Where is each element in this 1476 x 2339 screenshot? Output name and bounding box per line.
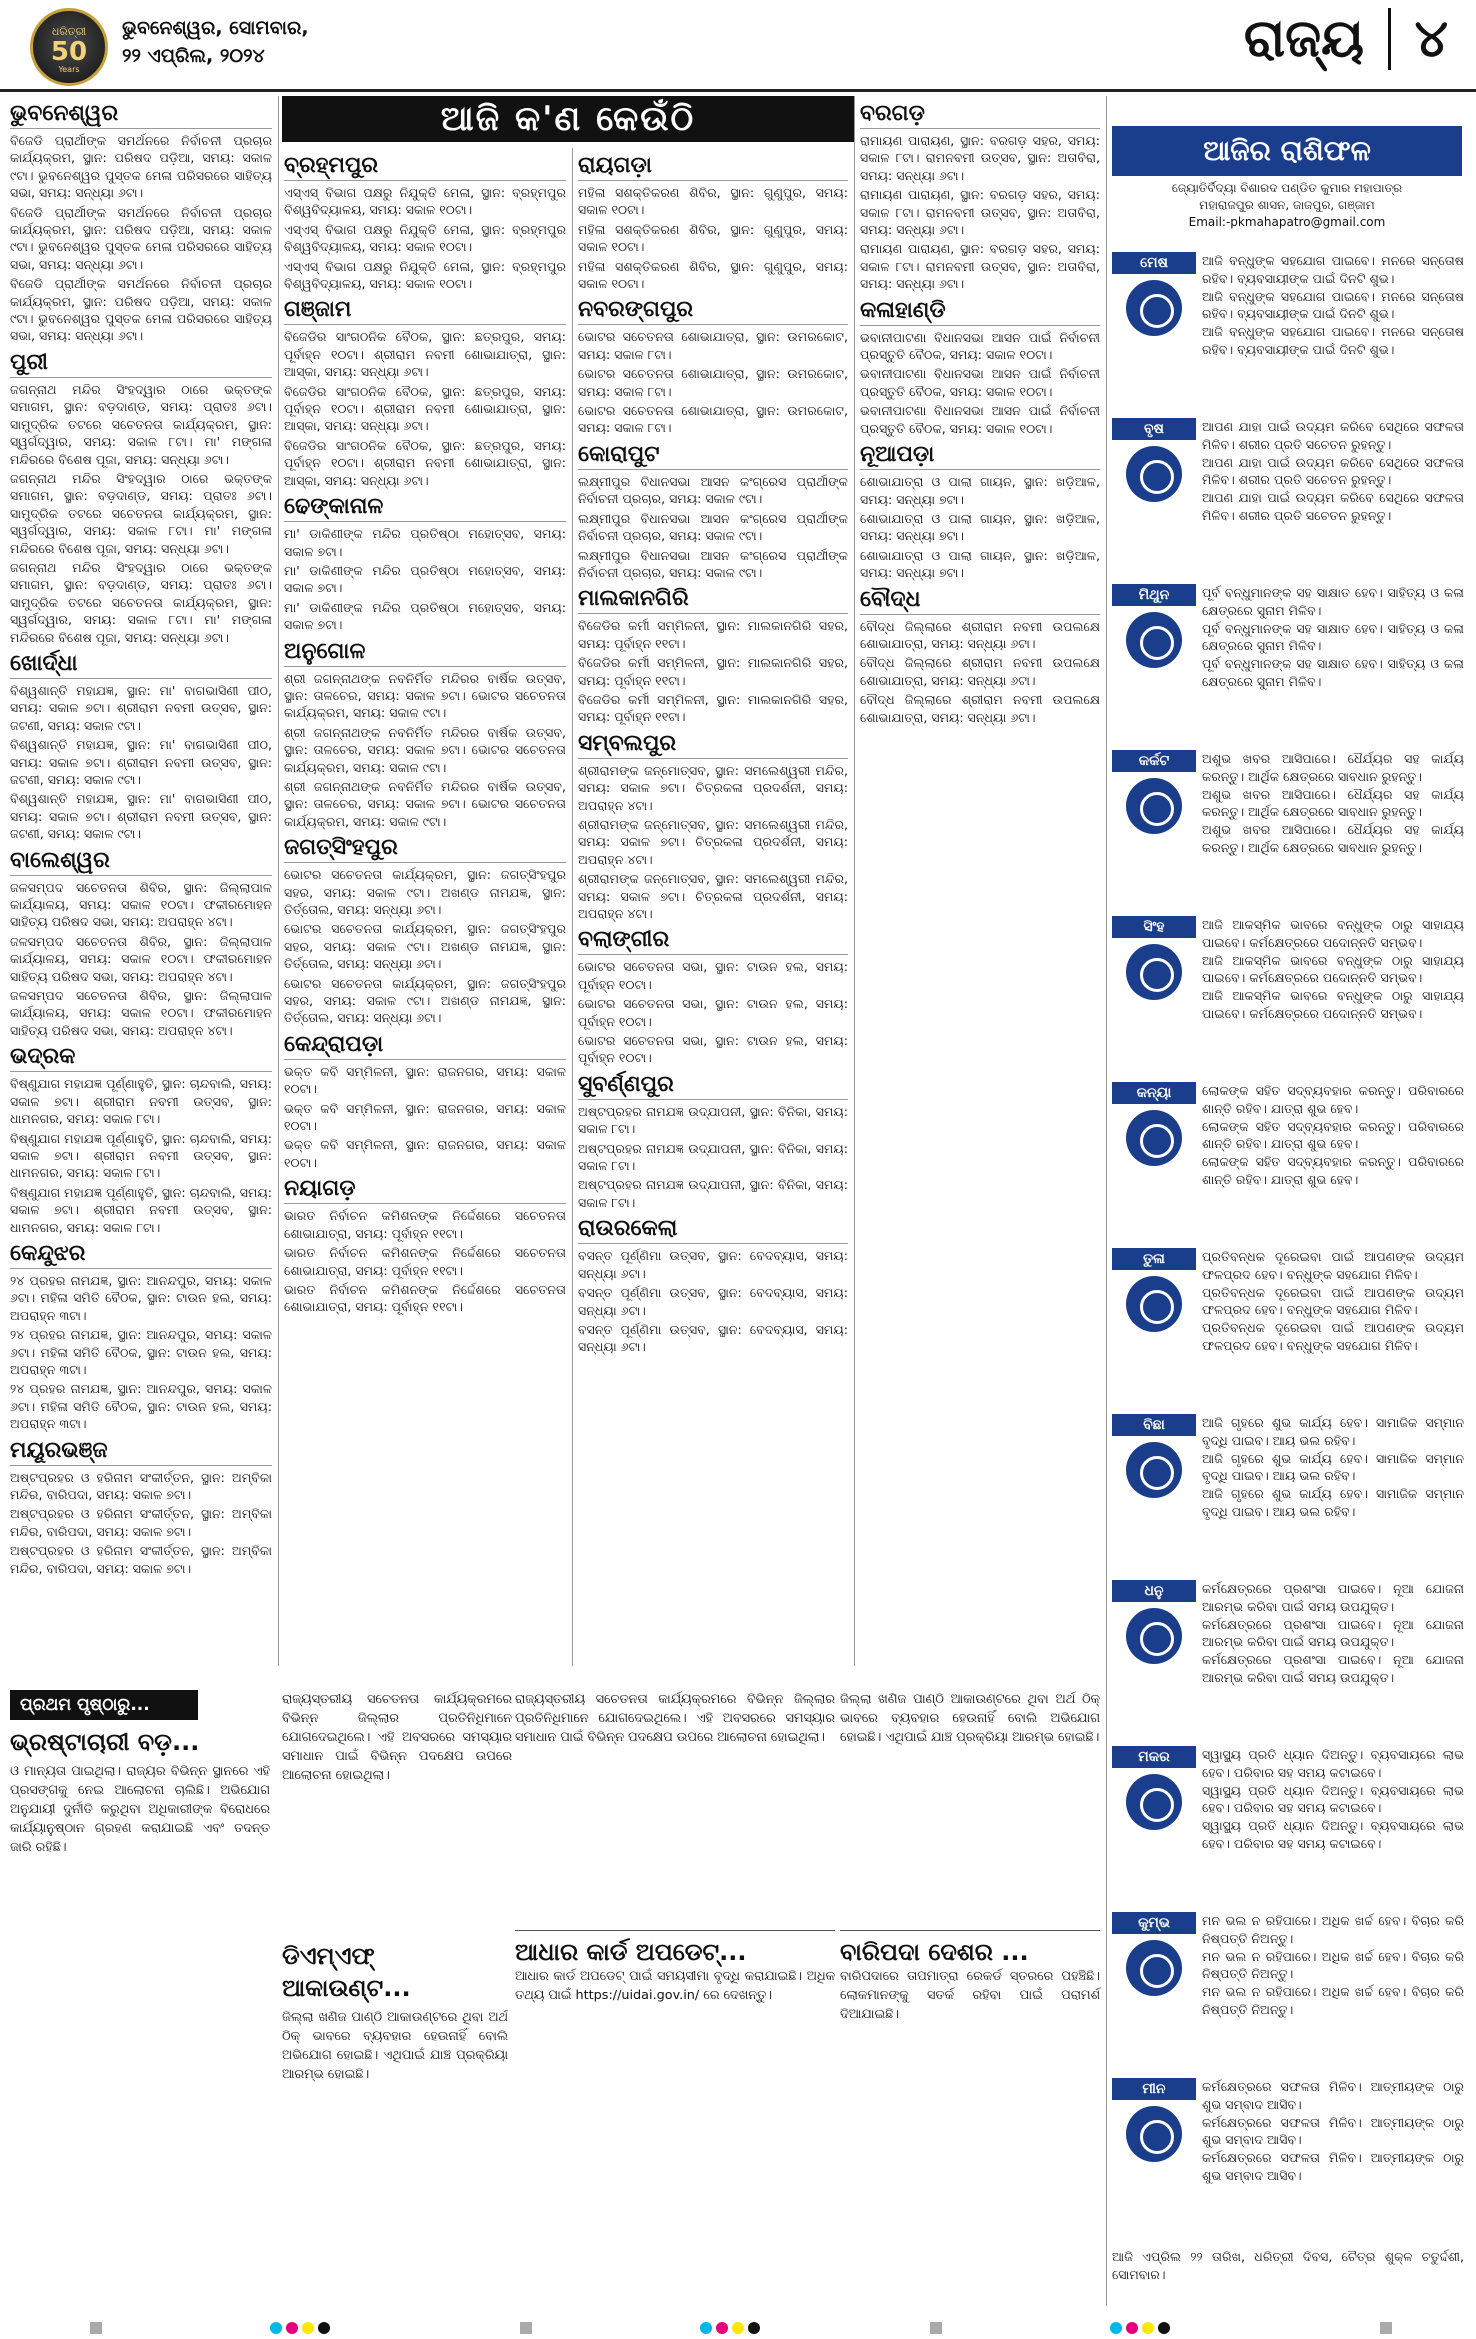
event-listing: ଅଷ୍ଟପ୍ରହର ନାମଯଜ୍ଞ ଉଦ୍‌ଯାପନୀ, ସ୍ଥାନ: ବିନିକା, ସମୟ: ସକାଳ ୮ଟା। <box>578 1103 848 1137</box>
event-listing: ଜଗନ୍ନାଥ ମନ୍ଦିର ସିଂହଦ୍ୱାର ଠାରେ ଭକ୍ତଙ୍କ ସମାଗମ, ସ୍ଥାନ: ବଡ଼ଦାଣ୍ଡ, ସମୟ: ପ୍ରାତଃ ୬ଟା। ସାମୁଦ୍ରିକ ତଟରେ ସଚେତନତା କାର୍ଯ୍ୟକ୍ରମ, ସ୍ଥାନ: ସ୍ୱର୍ଗଦ୍ୱାର, ସମୟ: ସକାଳ ୮ଟା। ମା' ମଙ୍ଗଳା ମନ୍ଦିରରେ ବିଶେଷ ପୂଜା, ସମୟ: ସନ୍ଧ୍ୟା ୬ଟା। <box>10 381 272 467</box>
registration-dot-magenta <box>286 2322 298 2334</box>
district-heading: ଅନୁଗୋଳ <box>284 638 566 667</box>
zodiac-name: କର୍କଟ <box>1112 750 1196 772</box>
registration-square <box>90 2322 102 2334</box>
column-divider <box>1106 96 1107 2306</box>
registration-dot-black <box>318 2322 330 2334</box>
story-continued-3 <box>840 1690 1100 1920</box>
district-heading: ଢେଙ୍କାନାଳ <box>284 493 566 522</box>
zodiac-icon <box>1126 1442 1182 1498</box>
zodiac-icon <box>1126 1940 1182 1996</box>
zodiac-icon <box>1126 1276 1182 1332</box>
event-listing: ଶ୍ରୀ ଜଗନ୍ନାଥଙ୍କ ନବନିର୍ମିତ ମନ୍ଦିରର ବାର୍ଷିକ ଉତ୍ସବ, ସ୍ଥାନ: ତାଳଚେର, ସମୟ: ସକାଳ ୭ଟା। ଭୋଟର ସଚେତନତା କାର୍ଯ୍ୟକ୍ରମ, ସମୟ: ସକାଳ ୯ଟା। <box>284 724 566 775</box>
event-listing: ଶୋଭାଯାତ୍ରା ଓ ପାଲା ଗାୟନ, ସ୍ଥାନ: ଖଡ଼ିଆଳ, ସମୟ: ସନ୍ଧ୍ୟା ୭ଟା। <box>860 474 1100 507</box>
event-listing: ଜଗନ୍ନାଥ ମନ୍ଦିର ସିଂହଦ୍ୱାର ଠାରେ ଭକ୍ତଙ୍କ ସମାଗମ, ସ୍ଥାନ: ବଡ଼ଦାଣ୍ଡ, ସମୟ: ପ୍ରାତଃ ୬ଟା। ସାମୁଦ୍ରିକ ତଟରେ ସଚେତନତା କାର୍ଯ୍ୟକ୍ରମ, ସ୍ଥାନ: ସ୍ୱର୍ଗଦ୍ୱାର, ସମୟ: ସକାଳ ୮ଟା। ମା' ମଙ୍ଗଳା ମନ୍ଦିରରେ ବିଶେଷ ପୂଜା, ସମୟ: ସନ୍ଧ୍ୟା ୬ଟା। <box>10 470 272 556</box>
dateline-date: ୨୨ ଏପ୍ରିଲ, ୨୦୨୪ <box>122 45 265 67</box>
banner-headline: ଆଜି କ'ଣ କେଉଁଠି <box>282 96 854 142</box>
event-listing: ଜଳସମ୍ପଦ ସଚେତନତା ଶିବିର, ସ୍ଥାନ: ଜିଲ୍ଲାପାଳ କାର୍ଯ୍ୟାଳୟ, ସମୟ: ସକାଳ ୧୦ଟା। ଫକୀରମୋହନ ସାହିତ୍ୟ ପରିଷଦ ସଭା, ସମୟ: ଅପରାହ୍ନ ୪ଟା। <box>10 933 272 984</box>
horoscope-text: କର୍ମକ୍ଷେତ୍ରରେ ସଫଳତା ମିଳିବ। ଆତ୍ମୀୟଙ୍କ ଠାରୁ ଶୁଭ ସମ୍ବାଦ ଆସିବ। <box>1202 2079 1464 2112</box>
zodiac-icon <box>1126 1110 1182 1166</box>
astrologer-name: ଜ୍ୟୋତିର୍ବିଦ୍ୟା ବିଶାରଦ ପଣ୍ଡିତ କୁମାର ମହାପାତ୍ର <box>1171 181 1403 195</box>
zodiac-name: କନ୍ୟା <box>1112 1082 1196 1104</box>
event-listing: ବିଶ୍ୱଶାନ୍ତି ମହାଯଜ୍ଞ, ସ୍ଥାନ: ମା' ବାଗଭାସିଣୀ ପୀଠ, ସମୟ: ସକାଳ ୭ଟା। ଶ୍ରୀରାମ ନବମୀ ଉତ୍ସବ, ସ୍ଥାନ: ଜଟଣୀ, ସମୟ: ସକାଳ ୯ଟା। <box>10 737 272 787</box>
event-listing: ଭୋଟର ସଚେତନତା କାର୍ଯ୍ୟକ୍ରମ, ସ୍ଥାନ: ଜଗତ୍‌ସିଂହପୁର ସହର, ସମୟ: ସକାଳ ୯ଟା। ଅଖଣ୍ଡ ନାମଯଜ୍ଞ, ସ୍ଥାନ: ତିର୍ତ୍ତୋଲ, ସମୟ: ସନ୍ଧ୍ୟା ୬ଟା। <box>284 867 566 917</box>
district-heading: ଗଞ୍ଜାମ <box>284 296 566 325</box>
event-listing: ରାମାୟଣ ପାରାୟଣ, ସ୍ଥାନ: ବରଗଡ଼ ସହର, ସମୟ: ସକାଳ ୮ଟା। ରାମନବମୀ ଉତ୍ସବ, ସ୍ଥାନ: ଅତାବିରା, ସମୟ: ସନ୍ଧ୍ୟା ୬ଟା। <box>860 187 1100 238</box>
registration-square <box>1380 2322 1392 2334</box>
event-listing: ଭକ୍ତ କବି ସମ୍ମିଳନୀ, ସ୍ଥାନ: ରାଜନଗର, ସମୟ: ସକାଳ ୧୦ଟା। <box>284 1137 566 1170</box>
column-divider <box>854 96 855 1666</box>
registration-dot-cyan <box>270 2322 282 2334</box>
horoscope-text: ଆଜି ଗୃହରେ ଶୁଭ କାର୍ଯ୍ୟ ହେବ। ସାମାଜିକ ସମ୍ମାନ ବୃଦ୍ଧି ପାଇବ। ଆୟ ଭଲ ରହିବ। <box>1202 1450 1464 1484</box>
district-heading: ମାଲକାନଗିରି <box>578 585 848 614</box>
masthead <box>0 0 1476 92</box>
zodiac-name: ତୁଳା <box>1112 1248 1196 1270</box>
event-listing: ବିଜେଡିର କର୍ମୀ ସମ୍ମିଳନୀ, ସ୍ଥାନ: ମାଲକାନଗିରି ସହର, ସମୟ: ପୂର୍ବାହ୍ନ ୧୧ଟା। <box>578 655 848 688</box>
page-number: ୪ <box>1388 8 1448 70</box>
event-listing: ବୌଦ୍ଧ ଜିଲ୍ଲାରେ ଶ୍ରୀରାମ ନବମୀ ଉପଲକ୍ଷେ ଶୋଭାଯାତ୍ରା, ସମୟ: ସନ୍ଧ୍ୟା ୬ଟା। <box>860 655 1100 688</box>
event-listing: ଭକ୍ତ କବି ସମ୍ମିଳନୀ, ସ୍ଥାନ: ରାଜନଗର, ସମୟ: ସକାଳ ୧୦ଟା। <box>284 1100 566 1134</box>
district-heading: ଖୋର୍ଦ୍ଧା <box>10 650 272 679</box>
event-listing: ବିଶ୍ୱଶାନ୍ତି ମହାଯଜ୍ଞ, ସ୍ଥାନ: ମା' ବାଗଭାସିଣୀ ପୀଠ, ସମୟ: ସକାଳ ୭ଟା। ଶ୍ରୀରାମ ନବମୀ ଉତ୍ସବ, ସ୍ଥାନ: ଜଟଣୀ, ସମୟ: ସକାଳ ୯ଟା। <box>10 791 272 842</box>
story-dmf <box>282 1940 508 2306</box>
horoscope-item <box>1112 418 1464 525</box>
zodiac-name: ବୃଷ <box>1112 418 1196 440</box>
registration-dot-cyan <box>1110 2322 1122 2334</box>
zodiac-name: ମୀନ <box>1112 2078 1196 2100</box>
zodiac-name: ମିଥୁନ <box>1112 584 1196 606</box>
event-listing: ବସନ୍ତ ପୂର୍ଣ୍ଣିମା ଉତ୍ସବ, ସ୍ଥାନ: ବେଦବ୍ୟାସ, ସମୟ: ସନ୍ଧ୍ୟା ୬ଟା। <box>578 1321 848 1355</box>
zodiac-sign <box>1112 1414 1196 1506</box>
horoscope-text: ଲୋକଙ୍କ ସହିତ ସଦ୍‌ବ୍ୟବହାର କରନ୍ତୁ। ପରିବାରରେ ଶାନ୍ତି ରହିବ। ଯାତ୍ରା ଶୁଭ ହେବ। <box>1202 1154 1464 1187</box>
zodiac-sign <box>1112 1746 1196 1838</box>
event-listing: ଭବାନୀପାଟଣା ବିଧାନସଭା ଆସନ ପାଇଁ ନିର୍ବାଚନୀ ପ୍ରସ୍ତୁତି ବୈଠକ, ସମୟ: ସକାଳ ୧୦ଟା। <box>860 366 1100 399</box>
dateline <box>122 14 309 70</box>
logo-caption: Years <box>58 65 80 74</box>
story-body: ରାଜ୍ୟସ୍ତରୀୟ ସଚେତନତା କାର୍ଯ୍ୟକ୍ରମରେ ବିଭିନ୍ନ ଜିଲ୍ଲାର ପ୍ରତିନିଧିମାନେ ଯୋଗଦେଇଥିଲେ। ଏହି ଅବସରରେ ସମସ୍ୟାର ସମାଧାନ ପାଇଁ ବିଭିନ୍ନ ପଦକ୍ଷେପ ଉପରେ ଆଲୋଚନା ହୋଇଥିଲା। <box>515 1692 835 1745</box>
zodiac-icon <box>1126 612 1182 668</box>
zodiac-icon <box>1126 446 1182 502</box>
zodiac-sign <box>1112 418 1196 510</box>
zodiac-name: ମକର <box>1112 1746 1196 1768</box>
district-heading: ଜଗତ୍‌ସିଂହପୁର <box>284 834 566 863</box>
zodiac-sign <box>1112 750 1196 842</box>
story-corruption <box>10 1726 270 2306</box>
horoscope-heading: ଆଜିର ରାଶିଫଳ <box>1112 126 1462 176</box>
district-heading: ବ୍ରହ୍ମପୁର <box>284 152 566 181</box>
district-heading: ମୟୂରଭଞ୍ଜ <box>10 1437 272 1466</box>
district-heading: ନୟାଗଡ଼ <box>284 1175 566 1204</box>
story-body: ବାରିପଦାରେ ତାପମାତ୍ରା ରେକର୍ଡ ସ୍ତରରେ ପହଞ୍ଚିଛି। ଲୋକମାନଙ୍କୁ ସତର୍କ ରହିବା ପାଇଁ ପରାମର୍ଶ ଦିଆଯାଇଛି। <box>840 1969 1100 2022</box>
horoscope-text: ଅଶୁଭ ଖବର ଆସିପାରେ। ଧୈର୍ଯ୍ୟର ସହ କାର୍ଯ୍ୟ କରନ୍ତୁ। ଆର୍ଥିକ କ୍ଷେତ୍ରରେ ସାବଧାନ ରୁହନ୍ତୁ। <box>1202 751 1464 784</box>
event-listing: ମହିଳା ସଶକ୍ତିକରଣ ଶିବିର, ସ୍ଥାନ: ଗୁଣୁପୁର, ସମୟ: ସକାଳ ୧୦ଟା। <box>578 221 848 255</box>
district-heading: ଭୁବନେଶ୍ୱର <box>10 100 272 129</box>
event-listing: ଅଷ୍ଟପ୍ରହର ଓ ହରିନାମ ସଂକୀର୍ତ୍ତନ, ସ୍ଥାନ: ଅମ୍ବିକା ମନ୍ଦିର, ବାରିପଦା, ସମୟ: ସକାଳ ୭ଟା। <box>10 1506 272 1539</box>
horoscope-text: ଆପଣ ଯାହା ପାଇଁ ଉଦ୍ୟମ କରିବେ ସେଥିରେ ସଫଳତା ମିଳିବ। ଶରୀର ପ୍ରତି ସଚେତନ ରୁହନ୍ତୁ। <box>1202 419 1464 452</box>
registration-dot-black <box>1158 2322 1170 2334</box>
horoscope-text: ଆଜି ଗୃହରେ ଶୁଭ କାର୍ଯ୍ୟ ହେବ। ସାମାଜିକ ସମ୍ମାନ ବୃଦ୍ଧି ପାଇବ। ଆୟ ଭଲ ରହିବ। <box>1202 1486 1464 1519</box>
registration-dot-cyan <box>700 2322 712 2334</box>
zodiac-icon <box>1126 944 1182 1000</box>
event-listing: ୨୪ ପ୍ରହର ନାମଯଜ୍ଞ, ସ୍ଥାନ: ଆନନ୍ଦପୁର, ସମୟ: ସକାଳ ୬ଟା। ମହିଳା ସମିତି ବୈଠକ, ସ୍ଥାନ: ଟାଉନ ହଲ, ସମୟ: ଅପରାହ୍ନ ୩ଟା। <box>10 1327 272 1377</box>
district-heading: ନୂଆପଡ଼ା <box>860 441 1100 470</box>
zodiac-sign <box>1112 1082 1196 1174</box>
event-listing: ବିଷ୍ଣୁଯାଗ ମହାଯଜ୍ଞ ପୂର୍ଣ୍ଣାହୁତି, ସ୍ଥାନ: ଚାନ୍ଦବାଲି, ସମୟ: ସକାଳ ୭ଟା। ଶ୍ରୀରାମ ନବମୀ ଉତ୍ସବ, ସ୍ଥାନ: ଧାମନଗର, ସମୟ: ସକାଳ ୮ଟା। <box>10 1130 272 1181</box>
horoscope-item <box>1112 1580 1464 1687</box>
horoscope-text: ଆଜି ଆକସ୍ମିକ ଭାବରେ ବନ୍ଧୁଙ୍କ ଠାରୁ ସାହାଯ୍ୟ ପାଇବେ। କର୍ମକ୍ଷେତ୍ରରେ ପଦୋନ୍ନତି ସମ୍ଭବ। <box>1202 917 1464 950</box>
event-listing: ବିଷ୍ଣୁଯାଗ ମହାଯଜ୍ଞ ପୂର୍ଣ୍ଣାହୁତି, ସ୍ଥାନ: ଚାନ୍ଦବାଲି, ସମୟ: ସକାଳ ୭ଟା। ଶ୍ରୀରାମ ନବମୀ ଉତ୍ସବ, ସ୍ଥାନ: ଧାମନଗର, ସମୟ: ସକାଳ ୮ଟା। <box>10 1076 272 1127</box>
event-listing: ମହିଳା ସଶକ୍ତିକରଣ ଶିବିର, ସ୍ଥାନ: ଗୁଣୁପୁର, ସମୟ: ସକାଳ ୧୦ଟା। <box>578 185 848 218</box>
events-column-2 <box>284 148 566 1666</box>
horoscope-text: ପୂର୍ବ ବନ୍ଧୁମାନଙ୍କ ସହ ସାକ୍ଷାତ ହେବ। ସାହିତ୍ୟ ଓ କଳା କ୍ଷେତ୍ରରେ ସୁନାମ ମିଳିବ। <box>1202 585 1464 618</box>
zodiac-name: କୁମ୍ଭ <box>1112 1912 1196 1934</box>
event-listing: ଭୋଟର ସଚେତନତା ସଭା, ସ୍ଥାନ: ଟାଉନ ହଲ, ସମୟ: ପୂର୍ବାହ୍ନ ୧୦ଟା। <box>578 1033 848 1066</box>
events-column-3 <box>578 148 848 1666</box>
story-headline: ବାରିପଦା ଦେଶର ... <box>840 1938 1029 1966</box>
logo-text: ଧରିତ୍ରୀ <box>51 25 87 38</box>
event-listing: ବସନ୍ତ ପୂର୍ଣ୍ଣିମା ଉତ୍ସବ, ସ୍ଥାନ: ବେଦବ୍ୟାସ, ସମୟ: ସନ୍ଧ୍ୟା ୬ଟା। <box>578 1285 848 1318</box>
event-listing: ଶ୍ରୀରାମଙ୍କ ଜନ୍ମୋତ୍ସବ, ସ୍ଥାନ: ସମଲେଶ୍ୱରୀ ମନ୍ଦିର, ସମୟ: ସକାଳ ୭ଟା। ଚିତ୍ରକଳା ପ୍ରଦର୍ଶନୀ, ସମୟ: ଅପରାହ୍ନ ୪ଟା। <box>578 871 848 921</box>
registration-dot-black <box>748 2322 760 2334</box>
district-heading: ନବରଙ୍ଗପୁର <box>578 296 848 325</box>
event-listing: ଭାରତ ନିର୍ବାଚନ କମିଶନଙ୍କ ନିର୍ଦ୍ଦେଶରେ ସଚେତନତା ଶୋଭାଯାତ୍ରା, ସମୟ: ପୂର୍ବାହ୍ନ ୧୧ଟା। <box>284 1208 566 1241</box>
zodiac-sign <box>1112 2078 1196 2170</box>
horoscope-text: ମନ ଭଲ ନ ରହିପାରେ। ଅଧିକ ଖର୍ଚ୍ଚ ହେବ। ବିଚାର କରି ନିଷ୍ପତ୍ତି ନିଅନ୍ତୁ। <box>1202 1984 1464 2017</box>
zodiac-name: ମେଷ <box>1112 252 1196 274</box>
event-listing: ଶୋଭାଯାତ୍ରା ଓ ପାଲା ଗାୟନ, ସ୍ଥାନ: ଖଡ଼ିଆଳ, ସମୟ: ସନ୍ଧ୍ୟା ୭ଟା। <box>860 510 1100 544</box>
event-listing: ବୌଦ୍ଧ ଜିଲ୍ଲାରେ ଶ୍ରୀରାମ ନବମୀ ଉପଲକ୍ଷେ ଶୋଭାଯାତ୍ରା, ସମୟ: ସନ୍ଧ୍ୟା ୬ଟା। <box>860 618 1100 651</box>
story-headline: ଡିଏମ୍‌ଏଫ୍ ଆକାଉଣ୍ଟ... <box>282 1942 411 2002</box>
horoscope-text: ଆଜି ଆକସ୍ମିକ ଭାବରେ ବନ୍ଧୁଙ୍କ ଠାରୁ ସାହାଯ୍ୟ ପାଇବେ। କର୍ମକ୍ଷେତ୍ରରେ ପଦୋନ୍ନତି ସମ୍ଭବ। <box>1202 988 1464 1021</box>
event-listing: ଶୋଭାଯାତ୍ରା ଓ ପାଲା ଗାୟନ, ସ୍ଥାନ: ଖଡ଼ିଆଳ, ସମୟ: ସନ୍ଧ୍ୟା ୭ଟା। <box>860 547 1100 581</box>
zodiac-name: ସିଂହ <box>1112 916 1196 938</box>
event-listing: ଜଳସମ୍ପଦ ସଚେତନତା ଶିବିର, ସ୍ଥାନ: ଜିଲ୍ଲାପାଳ କାର୍ଯ୍ୟାଳୟ, ସମୟ: ସକାଳ ୧୦ଟା। ଫକୀରମୋହନ ସାହିତ୍ୟ ପରିଷଦ ସଭା, ସମୟ: ଅପରାହ୍ନ ୪ଟା। <box>10 988 272 1038</box>
horoscope-text: କର୍ମକ୍ଷେତ୍ରରେ ପ୍ରଶଂସା ପାଇବେ। ନୂଆ ଯୋଜନା ଆରମ୍ଭ କରିବା ପାଇଁ ସମୟ ଉପଯୁକ୍ତ। <box>1202 1581 1464 1614</box>
dateline-place: ଭୁବନେଶ୍ୱର, ସୋମବାର, <box>122 17 309 39</box>
horoscope-text: ପୂର୍ବ ବନ୍ଧୁମାନଙ୍କ ସହ ସାକ୍ଷାତ ହେବ। ସାହିତ୍ୟ ଓ କଳା କ୍ଷେତ୍ରରେ ସୁନାମ ମିଳିବ। <box>1202 656 1464 689</box>
horoscope-text: ମନ ଭଲ ନ ରହିପାରେ। ଅଧିକ ଖର୍ଚ୍ଚ ହେବ। ବିଚାର କରି ନିଷ୍ପତ୍ତି ନିଅନ୍ତୁ। <box>1202 1913 1464 1946</box>
story-body: ଓ ମାନ୍ୟତା ପାଇଥିଲା। ରାଜ୍ୟର ବିଭିନ୍ନ ସ୍ଥାନରେ ଏହି ପ୍ରସଙ୍ଗକୁ ନେଇ ଆଲୋଚନା ଚାଲିଛି। ଅଭିଯୋଗ ଅନୁଯାୟୀ ଦୁର୍ନୀତି କରୁଥିବା ଅଧିକାରୀଙ୍କ ବିରୋଧରେ କାର୍ଯ୍ୟାନୁଷ୍ଠାନ ଗ୍ରହଣ କରାଯାଇଛି ଏବଂ ତଦନ୍ତ ଜାରି ରହିଛି। <box>10 1764 270 1855</box>
horoscope-text: ଆପଣ ଯାହା ପାଇଁ ଉଦ୍ୟମ କରିବେ ସେଥିରେ ସଫଳତା ମିଳିବ। ଶରୀର ପ୍ରତି ସଚେତନ ରୁହନ୍ତୁ। <box>1202 454 1464 488</box>
event-listing: ଭାରତ ନିର୍ବାଚନ କମିଶନଙ୍କ ନିର୍ଦ୍ଦେଶରେ ସଚେତନତା ଶୋଭାଯାତ୍ରା, ସମୟ: ପୂର୍ବାହ୍ନ ୧୧ଟା। <box>284 1281 566 1315</box>
horoscope-text: ଆଜି ବନ୍ଧୁଙ୍କ ସହଯୋଗ ପାଇବେ। ମନରେ ସନ୍ତୋଷ ରହିବ। ବ୍ୟବସାୟୀଙ୍କ ପାଇଁ ଦିନଟି ଶୁଭ। <box>1202 253 1464 286</box>
zodiac-sign <box>1112 584 1196 676</box>
event-listing: ଅଷ୍ଟପ୍ରହର ନାମଯଜ୍ଞ ଉଦ୍‌ଯାପନୀ, ସ୍ଥାନ: ବିନିକା, ସମୟ: ସକାଳ ୮ଟା। <box>578 1140 848 1174</box>
story-continued-2 <box>515 1690 835 1920</box>
story-body: ରାଜ୍ୟସ୍ତରୀୟ ସଚେତନତା କାର୍ଯ୍ୟକ୍ରମରେ ବିଭିନ୍ନ ଜିଲ୍ଲାର ପ୍ରତିନିଧିମାନେ ଯୋଗଦେଇଥିଲେ। ଏହି ଅବସରରେ ସମସ୍ୟାର ସମାଧାନ ପାଇଁ ବିଭିନ୍ନ ପଦକ୍ଷେପ ଉପରେ ଆଲୋଚନା ହୋଇଥିଲା। <box>282 1692 512 1783</box>
horoscope-text: ଆପଣ ଯାହା ପାଇଁ ଉଦ୍ୟମ କରିବେ ସେଥିରେ ସଫଳତା ମିଳିବ। ଶରୀର ପ୍ରତି ସଚେତନ ରୁହନ୍ତୁ। <box>1202 490 1464 523</box>
horoscope-text: ପ୍ରତିବନ୍ଧକ ଦୂରେଇବା ପାଇଁ ଆପଣଙ୍କ ଉଦ୍ୟମ ଫଳପ୍ରଦ ହେବ। ବନ୍ଧୁଙ୍କ ସହଯୋଗ ମିଳିବ। <box>1202 1284 1464 1318</box>
district-heading: ଭଦ୍ରକ <box>10 1043 272 1072</box>
zodiac-name: ଧନୁ <box>1112 1580 1196 1602</box>
district-heading: ବୌଦ୍ଧ <box>860 586 1100 615</box>
event-listing: ମା' ଡାକିଣୀଙ୍କ ମନ୍ଦିର ପ୍ରତିଷ୍ଠା ମହୋତ୍ସବ, ସମୟ: ସକାଳ ୭ଟା। <box>284 599 566 633</box>
event-listing: ୨୪ ପ୍ରହର ନାମଯଜ୍ଞ, ସ୍ଥାନ: ଆନନ୍ଦପୁର, ସମୟ: ସକାଳ ୬ଟା। ମହିଳା ସମିତି ବୈଠକ, ସ୍ଥାନ: ଟାଉନ ହଲ, ସମୟ: ଅପରାହ୍ନ ୩ଟା। <box>10 1272 272 1323</box>
horoscope-text: କର୍ମକ୍ଷେତ୍ରରେ ପ୍ରଶଂସା ପାଇବେ। ନୂଆ ଯୋଜନା ଆରମ୍ଭ କରିବା ପାଇଁ ସମୟ ଉପଯୁକ୍ତ। <box>1202 1652 1464 1685</box>
event-listing: ବିଜେଡିର ସାଂଗଠନିକ ବୈଠକ, ସ୍ଥାନ: ଛତ୍ରପୁର, ସମୟ: ପୂର୍ବାହ୍ନ ୧୦ଟା। ଶ୍ରୀରାମ ନବମୀ ଶୋଭାଯାତ୍ରା, ସ୍ଥାନ: ଆସ୍କା, ସମୟ: ସନ୍ଧ୍ୟା ୬ଟା। <box>284 437 566 488</box>
horoscope-item <box>1112 1912 1464 2019</box>
event-listing: ବିଜେଡିର ସାଂଗଠନିକ ବୈଠକ, ସ୍ଥାନ: ଛତ୍ରପୁର, ସମୟ: ପୂର୍ବାହ୍ନ ୧୦ଟା। ଶ୍ରୀରାମ ନବମୀ ଶୋଭାଯାତ୍ରା, ସ୍ଥାନ: ଆସ୍କା, ସମୟ: ସନ୍ଧ୍ୟା ୬ଟା। <box>284 383 566 434</box>
district-heading: ବାଲେଶ୍ୱର <box>10 847 272 876</box>
horoscope-text: ଆଜି ବନ୍ଧୁଙ୍କ ସହଯୋଗ ପାଇବେ। ମନରେ ସନ୍ତୋଷ ରହିବ। ବ୍ୟବସାୟୀଙ୍କ ପାଇଁ ଦିନଟି ଶୁଭ। <box>1202 288 1464 322</box>
event-listing: ବିଜେଡି ପ୍ରାର୍ଥୀଙ୍କ ସମର୍ଥନରେ ନିର୍ବାଚନୀ ପ୍ରଚାର କାର୍ଯ୍ୟକ୍ରମ, ସ୍ଥାନ: ପରିଷଦ ପଡ଼ିଆ, ସମୟ: ସକାଳ ୯ଟା। ଭୁବନେଶ୍ୱର ପୁସ୍ତକ ମେଳା ପରିସରରେ ସାହିତ୍ୟ ସଭା, ସମୟ: ସନ୍ଧ୍ୟା ୬ଟା। <box>10 204 272 272</box>
astrologer-email: Email:-pkmahapatro@gmail.com <box>1188 215 1386 229</box>
event-listing: ଭୋଟର ସଚେତନତା ଶୋଭାଯାତ୍ରା, ସ୍ଥାନ: ଉମରକୋଟ, ସମୟ: ସକାଳ ୮ଟା। <box>578 366 848 399</box>
horoscope-text: ପ୍ରତିବନ୍ଧକ ଦୂରେଇବା ପାଇଁ ଆପଣଙ୍କ ଉଦ୍ୟମ ଫଳପ୍ରଦ ହେବ। ବନ୍ଧୁଙ୍କ ସହଯୋଗ ମିଳିବ। <box>1202 1249 1464 1282</box>
zodiac-icon <box>1126 1774 1182 1830</box>
story-headline: ଆଧାର କାର୍ଡ ଅପଡେଟ୍... <box>515 1938 747 1966</box>
zodiac-sign <box>1112 252 1196 344</box>
event-listing: ଭକ୍ତ କବି ସମ୍ମିଳନୀ, ସ୍ଥାନ: ରାଜନଗର, ସମୟ: ସକାଳ ୧୦ଟା। <box>284 1063 566 1097</box>
astrologer-address: ମହାରାଜପୁର ଶାସନ, ଜାଜପୁର, ଗଞ୍ଜାମ <box>1199 198 1375 212</box>
event-listing: ଭୋଟର ସଚେତନତା ଶୋଭାଯାତ୍ରା, ସ୍ଥାନ: ଉମରକୋଟ, ସମୟ: ସକାଳ ୮ଟା। <box>578 403 848 436</box>
column-divider <box>278 96 279 1666</box>
story-aadhaar <box>515 1930 835 2005</box>
event-listing: ଶ୍ରୀରାମଙ୍କ ଜନ୍ମୋତ୍ସବ, ସ୍ଥାନ: ସମଲେଶ୍ୱରୀ ମନ୍ଦିର, ସମୟ: ସକାଳ ୭ଟା। ଚିତ୍ରକଳା ପ୍ରଦର୍ଶନୀ, ସମୟ: ଅପରାହ୍ନ ୪ଟା। <box>578 816 848 867</box>
event-listing: ବିଷ୍ଣୁଯାଗ ମହାଯଜ୍ଞ ପୂର୍ଣ୍ଣାହୁତି, ସ୍ଥାନ: ଚାନ୍ଦବାଲି, ସମୟ: ସକାଳ ୭ଟା। ଶ୍ରୀରାମ ନବମୀ ଉତ୍ସବ, ସ୍ଥାନ: ଧାମନଗର, ସମୟ: ସକାଳ ୮ଟା। <box>10 1184 272 1235</box>
zodiac-icon <box>1126 280 1182 336</box>
events-column-1 <box>10 96 272 1666</box>
horoscope-text: କର୍ମକ୍ଷେତ୍ରରେ ସଫଳତା ମିଳିବ। ଆତ୍ମୀୟଙ୍କ ଠାରୁ ଶୁଭ ସମ୍ବାଦ ଆସିବ। <box>1202 2150 1464 2183</box>
event-listing: ଭୋଟର ସଚେତନତା କାର୍ଯ୍ୟକ୍ରମ, ସ୍ଥାନ: ଜଗତ୍‌ସିଂହପୁର ସହର, ସମୟ: ସକାଳ ୯ଟା। ଅଖଣ୍ଡ ନାମଯଜ୍ଞ, ସ୍ଥାନ: ତିର୍ତ୍ତୋଲ, ସମୟ: ସନ୍ଧ୍ୟା ୬ଟା। <box>284 921 566 972</box>
event-listing: ବିଜେଡିର କର୍ମୀ ସମ୍ମିଳନୀ, ସ୍ଥାନ: ମାଲକାନଗିରି ସହର, ସମୟ: ପୂର୍ବାହ୍ନ ୧୧ଟା। <box>578 618 848 651</box>
horoscope-text: ଅଶୁଭ ଖବର ଆସିପାରେ। ଧୈର୍ଯ୍ୟର ସହ କାର୍ଯ୍ୟ କରନ୍ତୁ। ଆର୍ଥିକ କ୍ଷେତ୍ରରେ ସାବଧାନ ରୁହନ୍ତୁ। <box>1202 786 1464 820</box>
horoscope-text: ପ୍ରତିବନ୍ଧକ ଦୂରେଇବା ପାଇଁ ଆପଣଙ୍କ ଉଦ୍ୟମ ଫଳପ୍ରଦ ହେବ। ବନ୍ଧୁଙ୍କ ସହଯୋଗ ମିଳିବ। <box>1202 1320 1464 1353</box>
event-listing: ଲକ୍ଷ୍ମୀପୁର ବିଧାନସଭା ଆସନ କଂଗ୍ରେସ ପ୍ରାର୍ଥୀଙ୍କ ନିର୍ବାଚନୀ ପ୍ରଚାର, ସମୟ: ସକାଳ ୯ଟା। <box>578 510 848 544</box>
event-listing: ବିଜେଡିର କର୍ମୀ ସମ୍ମିଳନୀ, ସ୍ଥାନ: ମାଲକାନଗିରି ସହର, ସମୟ: ପୂର୍ବାହ୍ନ ୧୧ଟା। <box>578 691 848 725</box>
column-divider <box>572 148 573 1666</box>
horoscope-item <box>1112 252 1464 359</box>
registration-square <box>520 2322 532 2334</box>
zodiac-sign <box>1112 1580 1196 1672</box>
horoscope-text: ସ୍ୱାସ୍ଥ୍ୟ ପ୍ରତି ଧ୍ୟାନ ଦିଅନ୍ତୁ। ବ୍ୟବସାୟରେ ଲାଭ ହେବ। ପରିବାର ସହ ସମୟ କଟାଇବେ। <box>1202 1818 1464 1851</box>
event-listing: ଲକ୍ଷ୍ମୀପୁର ବିଧାନସଭା ଆସନ କଂଗ୍ରେସ ପ୍ରାର୍ଥୀଙ୍କ ନିର୍ବାଚନୀ ପ୍ରଚାର, ସମୟ: ସକାଳ ୯ଟା। <box>578 547 848 580</box>
event-listing: ବସନ୍ତ ପୂର୍ଣ୍ଣିମା ଉତ୍ସବ, ସ୍ଥାନ: ବେଦବ୍ୟାସ, ସମୟ: ସନ୍ଧ୍ୟା ୬ଟା। <box>578 1248 848 1281</box>
event-listing: ଏସ୍‌ଏସ୍ ବିଭାଗ ପକ୍ଷରୁ ନିଯୁକ୍ତି ମେଳା, ସ୍ଥାନ: ବ୍ରହ୍ମପୁର ବିଶ୍ୱବିଦ୍ୟାଳୟ, ସମୟ: ସକାଳ ୧୦ଟା। <box>284 258 566 292</box>
registration-dot-magenta <box>716 2322 728 2334</box>
district-heading: ସୁବର୍ଣ୍ଣପୁର <box>578 1071 848 1100</box>
event-listing: ୨୪ ପ୍ରହର ନାମଯଜ୍ଞ, ସ୍ଥାନ: ଆନନ୍ଦପୁର, ସମୟ: ସକାଳ ୬ଟା। ମହିଳା ସମିତି ବୈଠକ, ସ୍ଥାନ: ଟାଉନ ହଲ, ସମୟ: ଅପରାହ୍ନ ୩ଟା। <box>10 1381 272 1432</box>
event-listing: ଭୋଟର ସଚେତନତା ସଭା, ସ୍ଥାନ: ଟାଉନ ହଲ, ସମୟ: ପୂର୍ବାହ୍ନ ୧୦ଟା। <box>578 959 848 992</box>
event-listing: ଭାରତ ନିର୍ବାଚନ କମିଶନଙ୍କ ନିର୍ଦ୍ଦେଶରେ ସଚେତନତା ଶୋଭାଯାତ୍ରା, ସମୟ: ପୂର୍ବାହ୍ନ ୧୧ଟା। <box>284 1245 566 1278</box>
event-listing: ଭୋଟର ସଚେତନତା ଶୋଭାଯାତ୍ରା, ସ୍ଥାନ: ଉମରକୋଟ, ସମୟ: ସକାଳ ୮ଟା। <box>578 329 848 362</box>
story-baripada <box>840 1930 1100 2024</box>
horoscope-byline <box>1112 180 1462 231</box>
horoscope-text: ଅଶୁଭ ଖବର ଆସିପାରେ। ଧୈର୍ଯ୍ୟର ସହ କାର୍ଯ୍ୟ କରନ୍ତୁ। ଆର୍ଥିକ କ୍ଷେତ୍ରରେ ସାବଧାନ ରୁହନ୍ତୁ। <box>1202 822 1464 855</box>
zodiac-icon <box>1126 778 1182 834</box>
event-listing: ଜଗନ୍ନାଥ ମନ୍ଦିର ସିଂହଦ୍ୱାର ଠାରେ ଭକ୍ତଙ୍କ ସମାଗମ, ସ୍ଥାନ: ବଡ଼ଦାଣ୍ଡ, ସମୟ: ପ୍ରାତଃ ୬ଟା। ସାମୁଦ୍ରିକ ତଟରେ ସଚେତନତା କାର୍ଯ୍ୟକ୍ରମ, ସ୍ଥାନ: ସ୍ୱର୍ଗଦ୍ୱାର, ସମୟ: ସକାଳ ୮ଟା। ମା' ମଙ୍ଗଳା ମନ୍ଦିରରେ ବିଶେଷ ପୂଜା, ସମୟ: ସନ୍ଧ୍ୟା ୬ଟା। <box>10 559 272 645</box>
horoscope-text: ସ୍ୱାସ୍ଥ୍ୟ ପ୍ରତି ଧ୍ୟାନ ଦିଅନ୍ତୁ। ବ୍ୟବସାୟରେ ଲାଭ ହେବ। ପରିବାର ସହ ସମୟ କଟାଇବେ। <box>1202 1782 1464 1816</box>
event-listing: ଏସ୍‌ଏସ୍ ବିଭାଗ ପକ୍ଷରୁ ନିଯୁକ୍ତି ମେଳା, ସ୍ଥାନ: ବ୍ରହ୍ମପୁର ବିଶ୍ୱବିଦ୍ୟାଳୟ, ସମୟ: ସକାଳ ୧୦ଟା। <box>284 185 566 218</box>
registration-dot-yellow <box>302 2322 314 2334</box>
section-title: ରାଜ୍ୟ <box>1243 8 1364 69</box>
district-heading: ସମ୍ବଲପୁର <box>578 730 848 759</box>
event-listing: ଅଷ୍ଟପ୍ରହର ନାମଯଜ୍ଞ ଉଦ୍‌ଯାପନୀ, ସ୍ଥାନ: ବିନିକା, ସମୟ: ସକାଳ ୮ଟା। <box>578 1177 848 1210</box>
print-registration-bar <box>0 2318 1476 2339</box>
district-heading: ବଲାଙ୍ଗୀର <box>578 926 848 955</box>
horoscope-item <box>1112 1746 1464 1853</box>
event-listing: ମା' ଡାକିଣୀଙ୍କ ମନ୍ଦିର ପ୍ରତିଷ୍ଠା ମହୋତ୍ସବ, ସମୟ: ସକାଳ ୭ଟା। <box>284 562 566 596</box>
story-body: ଜିଲ୍ଲା ଖଣିଜ ପାଣ୍ଠି ଆକାଉଣ୍ଟରେ ଥିବା ଅର୍ଥ ଠିକ୍ ଭାବରେ ବ୍ୟବହାର ହେଉନାହିଁ ବୋଲି ଅଭିଯୋଗ ହୋଇଛି। ଏଥିପାଇଁ ଯାଞ୍ଚ ପ୍ରକ୍ରିୟା ଆରମ୍ଭ ହୋଇଛି। <box>282 2010 508 2082</box>
almanac <box>1112 2248 1464 2284</box>
horoscope-item <box>1112 1414 1464 1521</box>
horoscope-text: ଲୋକଙ୍କ ସହିତ ସଦ୍‌ବ୍ୟବହାର କରନ୍ତୁ। ପରିବାରରେ ଶାନ୍ତି ରହିବ। ଯାତ୍ରା ଶୁଭ ହେବ। <box>1202 1118 1464 1152</box>
horoscope-text: ଆଜି ଆକସ୍ମିକ ଭାବରେ ବନ୍ଧୁଙ୍କ ଠାରୁ ସାହାଯ୍ୟ ପାଇବେ। କର୍ମକ୍ଷେତ୍ରରେ ପଦୋନ୍ନତି ସମ୍ଭବ। <box>1202 952 1464 986</box>
event-listing: ଭୋଟର ସଚେତନତା ସଭା, ସ୍ଥାନ: ଟାଉନ ହଲ, ସମୟ: ପୂର୍ବାହ୍ନ ୧୦ଟା। <box>578 996 848 1029</box>
horoscope-text: ମନ ଭଲ ନ ରହିପାରେ। ଅଧିକ ଖର୍ଚ୍ଚ ହେବ। ବିଚାର କରି ନିଷ୍ପତ୍ତି ନିଅନ୍ତୁ। <box>1202 1948 1464 1982</box>
event-listing: ରାମାୟଣ ପାରାୟଣ, ସ୍ଥାନ: ବରଗଡ଼ ସହର, ସମୟ: ସକାଳ ୮ଟା। ରାମନବମୀ ଉତ୍ସବ, ସ୍ଥାନ: ଅତାବିରା, ସମୟ: ସନ୍ଧ୍ୟା ୬ଟା। <box>860 133 1100 183</box>
event-listing: ବୌଦ୍ଧ ଜିଲ୍ଲାରେ ଶ୍ରୀରାମ ନବମୀ ଉପଲକ୍ଷେ ଶୋଭାଯାତ୍ରା, ସମୟ: ସନ୍ଧ୍ୟା ୬ଟା। <box>860 692 1100 725</box>
horoscope-text: ଲୋକଙ୍କ ସହିତ ସଦ୍‌ବ୍ୟବହାର କରନ୍ତୁ। ପରିବାରରେ ଶାନ୍ତି ରହିବ। ଯାତ୍ରା ଶୁଭ ହେବ। <box>1202 1083 1464 1116</box>
horoscope-item <box>1112 916 1464 1023</box>
horoscope-item <box>1112 2078 1464 2185</box>
horoscope-text: କର୍ମକ୍ଷେତ୍ରରେ ସଫଳତା ମିଳିବ। ଆତ୍ମୀୟଙ୍କ ଠାରୁ ଶୁଭ ସମ୍ବାଦ ଆସିବ। <box>1202 2114 1464 2148</box>
district-heading: କେନ୍ଦୁଝର <box>10 1240 272 1269</box>
event-listing: ଶ୍ରୀ ଜଗନ୍ନାଥଙ୍କ ନବନିର୍ମିତ ମନ୍ଦିରର ବାର୍ଷିକ ଉତ୍ସବ, ସ୍ଥାନ: ତାଳଚେର, ସମୟ: ସକାଳ ୭ଟା। ଭୋଟର ସଚେତନତା କାର୍ଯ୍ୟକ୍ରମ, ସମୟ: ସକାଳ ୯ଟା। <box>284 778 566 829</box>
zodiac-icon <box>1126 2106 1182 2162</box>
event-listing: ମହିଳା ସଶକ୍ତିକରଣ ଶିବିର, ସ୍ଥାନ: ଗୁଣୁପୁର, ସମୟ: ସକାଳ ୧୦ଟା। <box>578 258 848 292</box>
event-listing: ଭୋଟର ସଚେତନତା କାର୍ଯ୍ୟକ୍ରମ, ସ୍ଥାନ: ଜଗତ୍‌ସିଂହପୁର ସହର, ସମୟ: ସକାଳ ୯ଟା। ଅଖଣ୍ଡ ନାମଯଜ୍ଞ, ସ୍ଥାନ: ତିର୍ତ୍ତୋଲ, ସମୟ: ସନ୍ଧ୍ୟା ୬ଟା। <box>284 975 566 1026</box>
event-listing: ଭବାନୀପାଟଣା ବିଧାନସଭା ଆସନ ପାଇଁ ନିର୍ବାଚନୀ ପ୍ରସ୍ତୁତି ବୈଠକ, ସମୟ: ସକାଳ ୧୦ଟା। <box>860 403 1100 436</box>
horoscope-item <box>1112 1248 1464 1355</box>
zodiac-sign <box>1112 916 1196 1008</box>
event-listing: ଭବାନୀପାଟଣା ବିଧାନସଭା ଆସନ ପାଇଁ ନିର୍ବାଚନୀ ପ୍ରସ୍ତୁତି ବୈଠକ, ସମୟ: ସକାଳ ୧୦ଟା। <box>860 329 1100 363</box>
newspaper-logo <box>30 8 108 86</box>
story-body: ଆଧାର କାର୍ଡ ଅପଡେଟ୍ ପାଇଁ ସମୟସୀମା ବୃଦ୍ଧି କରାଯାଇଛି। ଅଧିକ ତଥ୍ୟ ପାଇଁ https://uidai.gov.in/ ରେ ଦେଖନ୍ତୁ। <box>515 1969 835 2003</box>
registration-dot-yellow <box>1142 2322 1154 2334</box>
event-listing: ଲକ୍ଷ୍ମୀପୁର ବିଧାନସଭା ଆସନ କଂଗ୍ରେସ ପ୍ରାର୍ଥୀଙ୍କ ନିର୍ବାଚନୀ ପ୍ରଚାର, ସମୟ: ସକାଳ ୯ଟା। <box>578 473 848 507</box>
zodiac-sign <box>1112 1912 1196 2004</box>
horoscope-text: କର୍ମକ୍ଷେତ୍ରରେ ପ୍ରଶଂସା ପାଇବେ। ନୂଆ ଯୋଜନା ଆରମ୍ଭ କରିବା ପାଇଁ ସମୟ ଉପଯୁକ୍ତ। <box>1202 1616 1464 1650</box>
event-listing: ଶ୍ରୀ ଜଗନ୍ନାଥଙ୍କ ନବନିର୍ମିତ ମନ୍ଦିରର ବାର୍ଷିକ ଉତ୍ସବ, ସ୍ଥାନ: ତାଳଚେର, ସମୟ: ସକାଳ ୭ଟା। ଭୋଟର ସଚେତନତା କାର୍ଯ୍ୟକ୍ରମ, ସମୟ: ସକାଳ ୯ଟା। <box>284 670 566 721</box>
district-heading: ରାୟଗଡ଼ା <box>578 152 848 181</box>
registration-square <box>930 2322 942 2334</box>
story-headline: ଭ୍ରଷ୍ଟାଚାରୀ ବଡ଼... <box>10 1728 200 1756</box>
horoscope-text: ପୂର୍ବ ବନ୍ଧୁମାନଙ୍କ ସହ ସାକ୍ଷାତ ହେବ। ସାହିତ୍ୟ ଓ କଳା କ୍ଷେତ୍ରରେ ସୁନାମ ମିଳିବ। <box>1202 620 1464 654</box>
logo-number: 50 <box>50 37 88 67</box>
horoscope-item <box>1112 584 1464 691</box>
event-listing: ଅଷ୍ଟପ୍ରହର ଓ ହରିନାମ ସଂକୀର୍ତ୍ତନ, ସ୍ଥାନ: ଅମ୍ବିକା ମନ୍ଦିର, ବାରିପଦା, ସମୟ: ସକାଳ ୭ଟା। <box>10 1543 272 1576</box>
events-column-4 <box>860 96 1100 1666</box>
district-heading: କଳାହାଣ୍ଡି <box>860 297 1100 326</box>
registration-dot-yellow <box>732 2322 744 2334</box>
district-heading: ରାଉରକେଲା <box>578 1215 848 1244</box>
horoscope-text: ଆଜି ବନ୍ଧୁଙ୍କ ସହଯୋଗ ପାଇବେ। ମନରେ ସନ୍ତୋଷ ରହିବ। ବ୍ୟବସାୟୀଙ୍କ ପାଇଁ ଦିନଟି ଶୁଭ। <box>1202 324 1464 357</box>
event-listing: ବିଜେଡି ପ୍ରାର୍ଥୀଙ୍କ ସମର୍ଥନରେ ନିର୍ବାଚନୀ ପ୍ରଚାର କାର୍ଯ୍ୟକ୍ରମ, ସ୍ଥାନ: ପରିଷଦ ପଡ଼ିଆ, ସମୟ: ସକାଳ ୯ଟା। ଭୁବନେଶ୍ୱର ପୁସ୍ତକ ମେଳା ପରିସରରେ ସାହିତ୍ୟ ସଭା, ସମୟ: ସନ୍ଧ୍ୟା ୬ଟା। <box>10 276 272 344</box>
district-heading: ପୁରୀ <box>10 349 272 378</box>
event-listing: ବିଜେଡି ପ୍ରାର୍ଥୀଙ୍କ ସମର୍ଥନରେ ନିର୍ବାଚନୀ ପ୍ରଚାର କାର୍ଯ୍ୟକ୍ରମ, ସ୍ଥାନ: ପରିଷଦ ପଡ଼ିଆ, ସମୟ: ସକାଳ ୯ଟା। ଭୁବନେଶ୍ୱର ପୁସ୍ତକ ମେଳା ପରିସରରେ ସାହିତ୍ୟ ସଭା, ସମୟ: ସନ୍ଧ୍ୟା ୬ଟା। <box>10 133 272 201</box>
event-listing: ଏସ୍‌ଏସ୍ ବିଭାଗ ପକ୍ଷରୁ ନିଯୁକ୍ତି ମେଳା, ସ୍ଥାନ: ବ୍ରହ୍ମପୁର ବିଶ୍ୱବିଦ୍ୟାଳୟ, ସମୟ: ସକାଳ ୧୦ଟା। <box>284 221 566 255</box>
story-body: ଜିଲ୍ଲା ଖଣିଜ ପାଣ୍ଠି ଆକାଉଣ୍ଟରେ ଥିବା ଅର୍ଥ ଠିକ୍ ଭାବରେ ବ୍ୟବହାର ହେଉନାହିଁ ବୋଲି ଅଭିଯୋଗ ହୋଇଛି। ଏଥିପାଇଁ ଯାଞ୍ଚ ପ୍ରକ୍ରିୟା ଆରମ୍ଭ ହୋଇଛି। <box>840 1692 1100 1745</box>
event-listing: ଜଳସମ୍ପଦ ସଚେତନତା ଶିବିର, ସ୍ଥାନ: ଜିଲ୍ଲାପାଳ କାର୍ଯ୍ୟାଳୟ, ସମୟ: ସକାଳ ୧୦ଟା। ଫକୀରମୋହନ ସାହିତ୍ୟ ପରିଷଦ ସଭା, ସମୟ: ଅପରାହ୍ନ ୪ଟା। <box>10 879 272 930</box>
event-listing: ମା' ଡାକିଣୀଙ୍କ ମନ୍ଦିର ପ୍ରତିଷ୍ଠା ମହୋତ୍ସବ, ସମୟ: ସକାଳ ୭ଟା। <box>284 526 566 559</box>
almanac-text: ଆଜି ଏପ୍ରିଲ ୨୨ ତାରିଖ, ଧରିତ୍ରୀ ଦିବସ, ଚୈତ୍ର ଶୁକ୍ଳ ଚତୁର୍ଦ୍ଦଶୀ, ସୋମବାର। <box>1112 2249 1464 2282</box>
event-listing: ବିଜେଡିର ସାଂଗଠନିକ ବୈଠକ, ସ୍ଥାନ: ଛତ୍ରପୁର, ସମୟ: ପୂର୍ବାହ୍ନ ୧୦ଟା। ଶ୍ରୀରାମ ନବମୀ ଶୋଭାଯାତ୍ରା, ସ୍ଥାନ: ଆସ୍କା, ସମୟ: ସନ୍ଧ୍ୟା ୬ଟା। <box>284 329 566 380</box>
horoscope-item <box>1112 1082 1464 1189</box>
district-heading: କେନ୍ଦ୍ରାପଡ଼ା <box>284 1031 566 1060</box>
event-listing: ବିଶ୍ୱଶାନ୍ତି ମହାଯଜ୍ଞ, ସ୍ଥାନ: ମା' ବାଗଭାସିଣୀ ପୀଠ, ସମୟ: ସକାଳ ୭ଟା। ଶ୍ରୀରାମ ନବମୀ ଉତ୍ସବ, ସ୍ଥାନ: ଜଟଣୀ, ସମୟ: ସକାଳ ୯ଟା। <box>10 682 272 733</box>
zodiac-sign <box>1112 1248 1196 1340</box>
registration-dot-magenta <box>1126 2322 1138 2334</box>
zodiac-icon <box>1126 1608 1182 1664</box>
district-heading: ବରଗଡ଼ <box>860 100 1100 129</box>
horoscope-item <box>1112 750 1464 857</box>
continued-from-front-label: ପ୍ରଥମ ପୃଷ୍ଠାରୁ... <box>10 1690 198 1720</box>
zodiac-name: ବିଛା <box>1112 1414 1196 1436</box>
horoscope-text: ସ୍ୱାସ୍ଥ୍ୟ ପ୍ରତି ଧ୍ୟାନ ଦିଅନ୍ତୁ। ବ୍ୟବସାୟରେ ଲାଭ ହେବ। ପରିବାର ସହ ସମୟ କଟାଇବେ। <box>1202 1747 1464 1780</box>
event-listing: ଶ୍ରୀରାମଙ୍କ ଜନ୍ମୋତ୍ସବ, ସ୍ଥାନ: ସମଲେଶ୍ୱରୀ ମନ୍ଦିର, ସମୟ: ସକାଳ ୭ଟା। ଚିତ୍ରକଳା ପ୍ରଦର୍ଶନୀ, ସମୟ: ଅପରାହ୍ନ ୪ଟା। <box>578 762 848 813</box>
event-listing: ଅଷ୍ଟପ୍ରହର ଓ ହରିନାମ ସଂକୀର୍ତ୍ତନ, ସ୍ଥାନ: ଅମ୍ବିକା ମନ୍ଦିର, ବାରିପଦା, ସମୟ: ସକାଳ ୭ଟା। <box>10 1469 272 1502</box>
district-heading: କୋରାପୁଟ <box>578 441 848 470</box>
event-listing: ରାମାୟଣ ପାରାୟଣ, ସ୍ଥାନ: ବରଗଡ଼ ସହର, ସମୟ: ସକାଳ ୮ଟା। ରାମନବମୀ ଉତ୍ସବ, ସ୍ଥାନ: ଅତାବିରା, ସମୟ: ସନ୍ଧ୍ୟା ୬ଟା। <box>860 241 1100 292</box>
horoscope-text: ଆଜି ଗୃହରେ ଶୁଭ କାର୍ଯ୍ୟ ହେବ। ସାମାଜିକ ସମ୍ମାନ ବୃଦ୍ଧି ପାଇବ। ଆୟ ଭଲ ରହିବ। <box>1202 1415 1464 1448</box>
